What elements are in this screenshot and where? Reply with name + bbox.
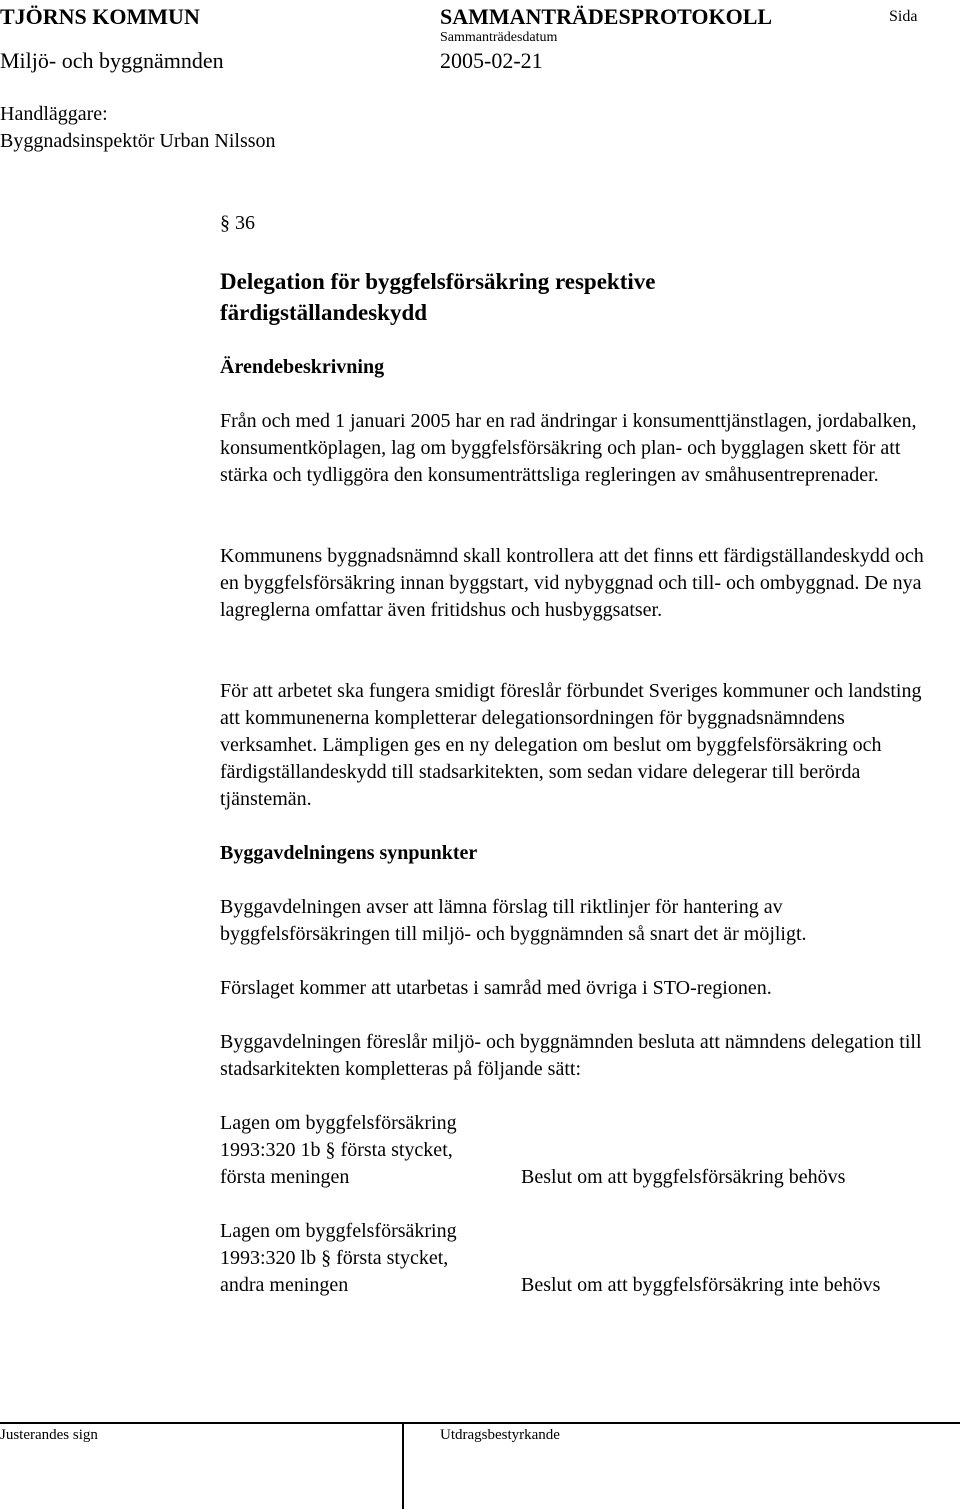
- extract-certification-label: Utdragsbestyrkande: [440, 1427, 560, 1443]
- views-paragraph: Byggavdelningen avser att lämna förslag till riktlinjer för hantering av byggfelsförsäkringen till miljö- och byggnämnden så snart det är möjligt.: [220, 896, 807, 945]
- document-type: SAMMANTRÄDESPROTOKOLL: [440, 4, 773, 29]
- law-reference: Lagen om byggfelsförsäkring 1993:320 lb § första stycket, andra meningen: [220, 1220, 457, 1296]
- justification-label: Justerandes sign: [0, 1427, 98, 1443]
- page-label: Sida: [889, 8, 918, 25]
- footer-divider: [402, 1422, 404, 1509]
- footer-rule: [0, 1422, 960, 1424]
- views-paragraph: Förslaget kommer att utarbetas i samråd med övriga i STO-regionen.: [220, 977, 772, 999]
- organization-name: TJÖRNS KOMMUN: [0, 4, 200, 29]
- handler-label: Handläggare:: [0, 103, 108, 125]
- decision-text: Beslut om att byggfelsförsäkring inte behövs: [521, 1274, 881, 1296]
- section-number: § 36: [220, 212, 255, 234]
- case-paragraph: Kommunens byggnadsnämnd skall kontrollera att det finns ett färdigställandeskydd och en byggfelsförsäkring innan byggstart, vid nybyggnad och till- och ombyggnad. De nya lagreglerna omfattar även fritidshus och husbyggsatser.: [220, 545, 924, 621]
- section-title: Delegation för byggfelsförsäkring respektive färdigställandeskydd: [220, 269, 656, 325]
- decision-text: Beslut om att byggfelsförsäkring behövs: [521, 1166, 846, 1188]
- law-reference: Lagen om byggfelsförsäkring 1993:320 1b § första stycket, första meningen: [220, 1112, 457, 1188]
- case-paragraph: Från och med 1 januari 2005 har en rad ändringar i konsumenttjänstlagen, jordabalken, konsumentköplagen, lag om byggfelsförsäkring och plan- och bygglagen skett för att stärka och tydliggöra den konsumenträttsliga regleringen av småhusentreprenader.: [220, 410, 917, 486]
- views-heading: Byggavdelningens synpunkter: [220, 842, 478, 864]
- meeting-date: 2005-02-21: [440, 48, 543, 73]
- meeting-date-label: Sammanträdesdatum: [440, 30, 558, 45]
- case-paragraph: För att arbetet ska fungera smidigt föreslår förbundet Sveriges kommuner och landsting att kommunenerna kompletterar delegationsordningen för byggnadsnämndens verksamhet. Lämpligen ges en ny delegation om beslut om byggfelsförsäkring och färdigställandeskydd till stadsarkitekten, som sedan vidare delegerar till berörda tjänstemän.: [220, 680, 922, 810]
- handler-name: Byggnadsinspektör Urban Nilsson: [0, 130, 276, 152]
- case-description-heading: Ärendebeskrivning: [220, 356, 385, 378]
- views-paragraph: Byggavdelningen föreslår miljö- och byggnämnden besluta att nämndens delegation till stadsarkitekten kompletteras på följande sätt:: [220, 1031, 922, 1080]
- committee-name: Miljö- och byggnämnden: [0, 48, 224, 73]
- footer: [0, 1422, 960, 1509]
